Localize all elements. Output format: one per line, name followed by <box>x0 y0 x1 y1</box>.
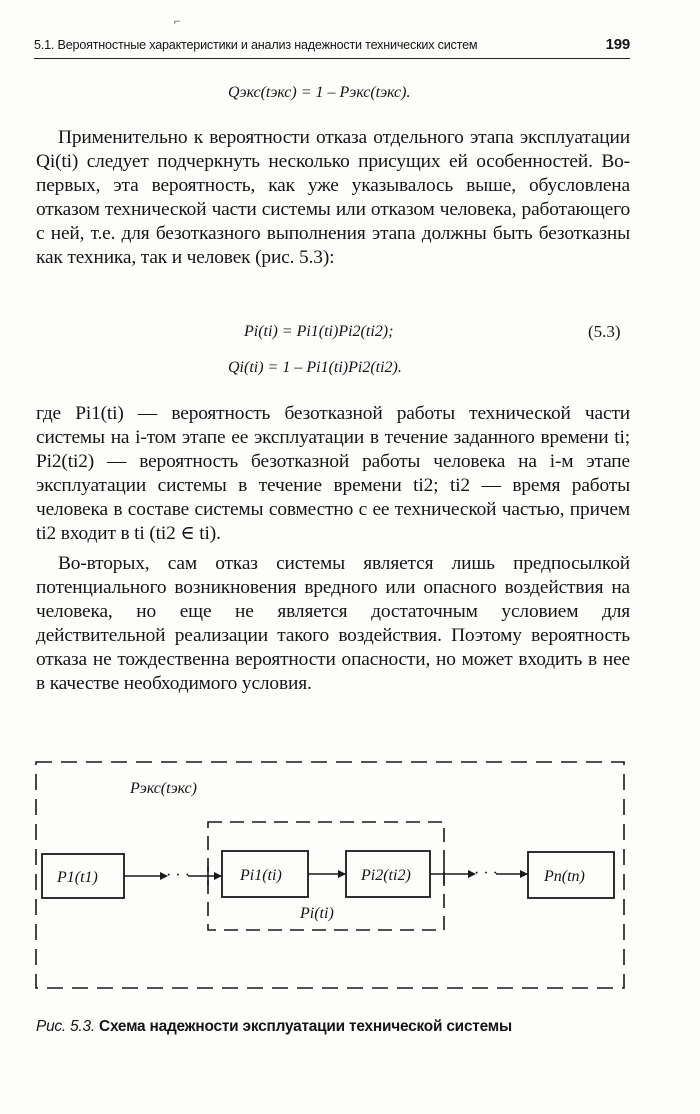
block-p1-label: P1(t1) <box>57 869 98 886</box>
figure-caption <box>36 1018 630 1036</box>
block-pn-label: Pn(tn) <box>544 868 585 885</box>
paragraph-2: где Pi1(ti) — вероятность безотказной работы технической части системы на i-том этапе ее эксплуатации в течение заданного времени ti; Pi2(ti2) — вероятность безотказной работы человека на i-м этапе эксплуатации системы в течение времени ti2; ti2 — время работы человека в составе системы совместно с ее технической частью, причем ti2 входит в ti (ti2 ∈ ti). <box>36 403 630 544</box>
figure-number: Рис. 5.3. <box>36 1018 95 1035</box>
ellipsis-left: · · · <box>166 867 190 884</box>
outer-label: Pэкс(tэкс) <box>130 780 197 797</box>
block-pi1-label: Pi1(ti) <box>240 867 282 884</box>
print-mark: ⌐ <box>174 14 181 28</box>
section-title: 5.1. Вероятностные характеристики и анализ надежности технических систем <box>34 38 478 52</box>
inner-label: Pi(ti) <box>300 905 334 922</box>
page-number: 199 <box>605 36 630 53</box>
paragraph-1: Применительно к вероятности отказа отдельного этапа эксплуатации Qi(ti) следует подчеркнуть несколько присущих ей особенностей. Во-первых, эта вероятность, как уже указывалось выше, обусловлена отказом технической части системы или отказом человека, работающего с ней, т.е. для безотказного выполнения этапа должны быть безотказны как техника, так и человек (рис. 5.3): <box>36 127 630 268</box>
formula-5-3-line-2: Qi(ti) = 1 – Pi1(ti)Pi2(ti2). <box>228 359 402 376</box>
formula-number: (5.3) <box>588 322 621 341</box>
formula-5-3-line-1: Pi(ti) = Pi1(ti)Pi2(ti2); <box>244 323 394 340</box>
block-pi2-label: Pi2(ti2) <box>361 867 411 884</box>
figure-title: Схема надежности эксплуатации технической системы <box>99 1018 512 1035</box>
paragraph-3: Во-вторых, сам отказ системы является лишь предпосылкой потенциального возникновения вредного или опасного воздействия на человека, но еще не является достаточным условием для действительной реализации такого воздействия. Поэтому вероятность отказа не тождественна вероятности опасности, но может входить в нее в качестве необходимого условия. <box>36 553 630 694</box>
ellipsis-right: · · · <box>474 865 498 882</box>
formula-top: Qэкс(tэкс) = 1 – Pэкс(tэкс). <box>228 84 411 101</box>
